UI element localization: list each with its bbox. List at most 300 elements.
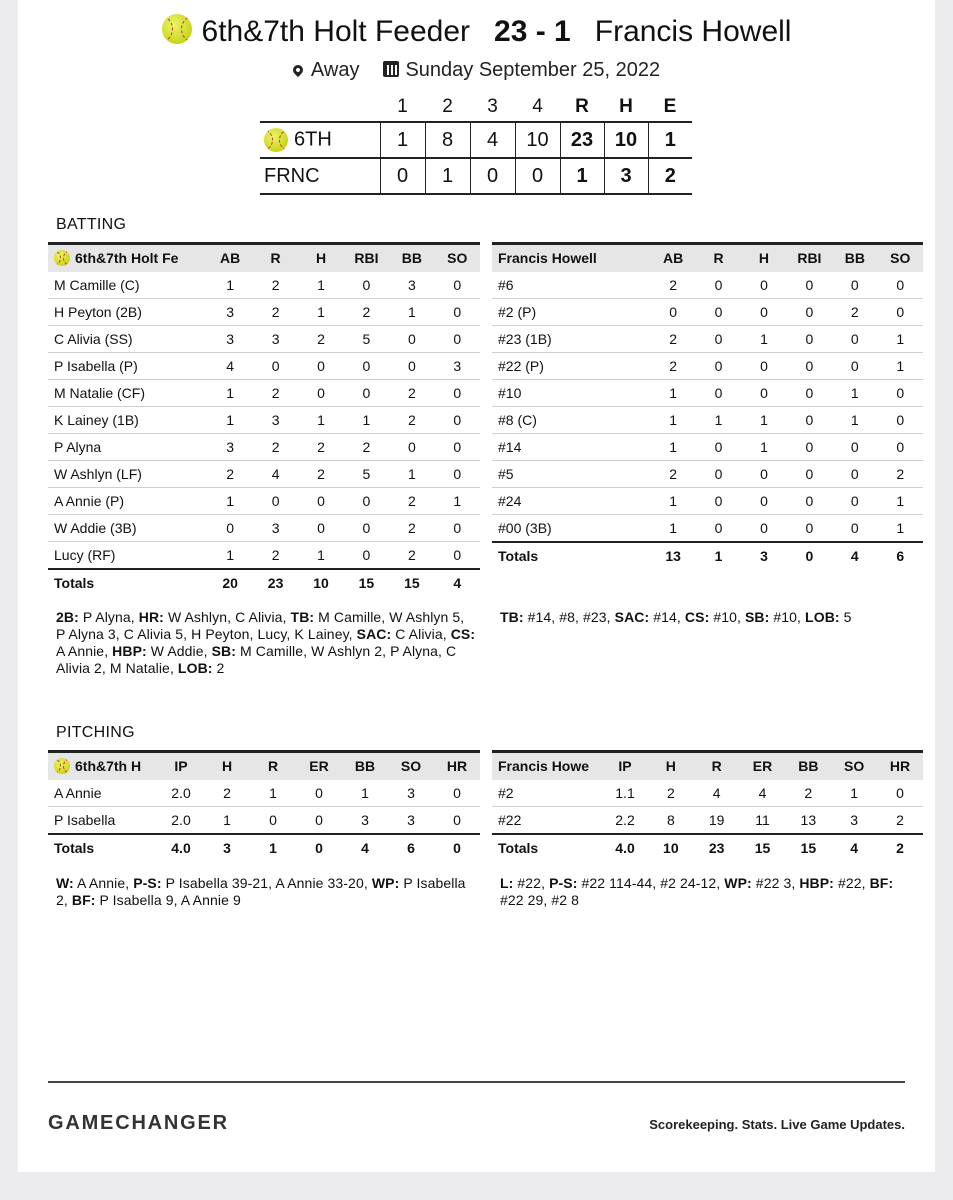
player-name: M Camille (C)	[48, 272, 207, 299]
player-name: #24	[492, 488, 650, 515]
note-value: P Isabella 2,	[56, 875, 466, 908]
stat-cell: 0	[787, 299, 832, 326]
stat-cell: 2	[650, 353, 695, 380]
stat-cell: 0	[832, 434, 877, 461]
column-header-rbi: RBI	[797, 250, 822, 267]
stat-cell: 0	[714, 519, 723, 536]
team-header	[492, 752, 602, 780]
player-name: W Addie (3B)	[48, 515, 207, 542]
note-value: #10,	[769, 609, 806, 625]
stat-cell: 1	[223, 811, 231, 828]
stat-cell: 1	[298, 407, 343, 434]
stat-cell: 0	[344, 353, 389, 380]
note-value: A Annie,	[73, 875, 134, 891]
note-value: #22,	[833, 875, 870, 891]
note-key: W:	[56, 875, 74, 891]
column-header-ab: AB	[220, 250, 241, 267]
totals-row	[48, 834, 480, 861]
totals-cell: 3	[760, 547, 768, 564]
totals-row	[48, 569, 480, 596]
player-name: M Natalie (CF)	[48, 380, 207, 407]
stat-cell: 0	[878, 434, 923, 461]
team-header-label: 6th&7th Holt Fe	[75, 250, 179, 267]
linescore-team	[260, 122, 380, 158]
totals-cell: 15	[358, 574, 375, 591]
column-header-so: SO	[447, 250, 468, 267]
stat-cell: 1	[207, 407, 252, 434]
totals-cell: 0	[453, 839, 461, 856]
player-row	[492, 326, 923, 353]
note-value: A Annie,	[56, 643, 113, 659]
stat-cell: 2	[896, 811, 904, 828]
stat-cell: 0	[344, 515, 389, 542]
stat-cell: 2	[650, 326, 695, 353]
player-row	[48, 542, 480, 569]
stat-cell: 0	[696, 461, 741, 488]
stat-cell: 2	[204, 780, 250, 807]
stat-cell: 0	[787, 434, 832, 461]
home-pitching-table	[48, 750, 480, 861]
column-header-h: H	[315, 250, 327, 267]
linescore-cell: 10	[604, 122, 648, 158]
player-name: H Peyton (2B)	[48, 299, 207, 326]
stat-cell: 1	[389, 461, 434, 488]
totals-cell: 23	[267, 574, 284, 591]
team-header	[48, 752, 158, 780]
player-row	[48, 407, 480, 434]
note-key: L:	[500, 875, 514, 891]
totals-cell: 1	[269, 839, 277, 856]
softball-icon	[54, 758, 70, 774]
home-team-name: 6th&7th Holt Feeder	[201, 15, 471, 48]
stat-cell: 0	[741, 353, 786, 380]
totals-cell: 13	[665, 547, 681, 564]
stat-cell: 0	[696, 353, 741, 380]
linescore-team-label: FRNC	[264, 164, 320, 187]
stat-cell: 3	[253, 326, 298, 353]
note-key: LOB:	[177, 660, 213, 676]
table-header-row	[492, 752, 923, 780]
stat-cell: 1	[650, 488, 695, 515]
note-value: 5	[839, 609, 852, 625]
note-value: #22,	[513, 875, 550, 891]
totals-label: Totals	[498, 547, 539, 564]
player-row	[48, 780, 480, 807]
stat-cell: 0	[787, 326, 832, 353]
stat-cell: 2	[407, 546, 416, 563]
note-value: W Ashlyn, C Alivia,	[163, 609, 291, 625]
stat-cell: 0	[832, 272, 877, 299]
stat-cell: 0	[435, 515, 480, 542]
stat-cell: 2	[344, 299, 389, 326]
stat-cell: 0	[878, 380, 923, 407]
stat-cell: 0	[453, 811, 461, 828]
stat-cell: 0	[696, 434, 741, 461]
stat-cell: 0	[344, 380, 389, 407]
note-key: TB:	[500, 609, 524, 625]
line-score-table	[260, 92, 692, 195]
totals-row	[492, 542, 923, 569]
player-name: #10	[492, 380, 650, 407]
stat-cell: 1	[832, 407, 877, 434]
game-location: Away	[310, 59, 360, 81]
stat-cell: 0	[787, 461, 832, 488]
player-name: P Isabella (P)	[48, 353, 207, 380]
linescore-cell: 2	[648, 158, 692, 194]
player-name: P Isabella	[54, 811, 116, 828]
player-row	[492, 434, 923, 461]
player-name: #14	[492, 434, 650, 461]
table-header-row	[48, 752, 480, 780]
stat-cell: 4	[694, 780, 740, 807]
stat-cell: 2	[253, 272, 298, 299]
player-row	[48, 807, 480, 834]
stat-cell: 1	[298, 299, 343, 326]
stat-cell: 0	[760, 519, 768, 536]
softball-icon	[162, 14, 192, 44]
stat-cell: 8	[666, 811, 675, 828]
note-key: SAC:	[614, 609, 650, 625]
stat-cell: 3	[253, 407, 298, 434]
player-name: #2	[492, 780, 602, 807]
note-value: #22 29, #2 8	[500, 892, 580, 908]
stat-cell: 0	[741, 380, 786, 407]
column-header-r: R	[713, 250, 724, 267]
stat-cell: 1	[896, 519, 905, 536]
footer-tagline: Scorekeeping. Stats. Live Game Updates.	[649, 1117, 905, 1132]
stat-cell: 0	[850, 519, 859, 536]
stat-cell: 2	[389, 488, 434, 515]
stat-cell: 19	[708, 811, 725, 828]
totals-cell: 10	[313, 574, 329, 591]
stat-cell: 2	[298, 434, 343, 461]
note-key: CS:	[450, 626, 476, 642]
player-row	[48, 434, 480, 461]
stat-cell: 3	[850, 811, 859, 828]
stat-cell: 2	[298, 326, 343, 353]
linescore-header-h: H	[619, 95, 633, 117]
player-row	[492, 272, 923, 299]
note-value: M Camille, W Ashlyn 5, P Alyna 3, C Alivia 5, H Peyton, Lucy, K Lainey,	[56, 609, 465, 642]
stat-cell: 1	[831, 780, 877, 807]
stat-cell: 1	[669, 519, 678, 536]
linescore-cell: 23	[560, 122, 604, 158]
linescore-cell: 0	[515, 158, 560, 194]
note-value: #22 114-44, #2 24-12,	[577, 875, 725, 891]
player-name: #23 (1B)	[492, 326, 650, 353]
stat-cell: 0	[207, 515, 252, 542]
player-row	[492, 380, 923, 407]
stat-cell: 0	[389, 434, 434, 461]
note-value: #14,	[649, 609, 685, 625]
stat-cell: 0	[253, 353, 298, 380]
note-value: C Alivia,	[391, 626, 451, 642]
pitching-section-title: PITCHING	[56, 724, 135, 741]
player-row	[492, 807, 923, 834]
player-name: #00 (3B)	[498, 519, 552, 536]
stat-cell: 0	[741, 299, 786, 326]
stat-cell: 2	[298, 461, 343, 488]
calendar-icon	[383, 61, 399, 77]
stat-cell: 0	[344, 272, 389, 299]
player-name: K Lainey (1B)	[48, 407, 207, 434]
totals-cell: 10	[663, 839, 679, 856]
column-header-h: H	[665, 758, 676, 775]
column-header-h: H	[758, 250, 770, 267]
note-key: SAC:	[356, 626, 392, 642]
stat-cell: 1.1	[602, 780, 648, 807]
stat-cell: 0	[832, 353, 877, 380]
totals-label: Totals	[54, 574, 95, 591]
stat-cell: 2	[389, 380, 434, 407]
column-header-er: ER	[309, 758, 329, 775]
totals-cell: 4	[361, 839, 369, 856]
linescore-header-r: R	[575, 95, 589, 117]
note-key: WP:	[371, 875, 400, 891]
softball-icon	[54, 250, 70, 266]
totals-cell: 0	[805, 547, 814, 564]
player-name: #22 (P)	[492, 353, 650, 380]
stat-cell: 0	[253, 488, 298, 515]
stat-cell: 2.0	[171, 811, 191, 828]
linescore-team-label: 6TH	[294, 128, 332, 151]
stat-cell: 0	[389, 353, 434, 380]
stat-cell: 0	[787, 353, 832, 380]
stat-cell: 3	[435, 353, 480, 380]
stat-cell: 1	[650, 407, 695, 434]
linescore-cell: 1	[560, 158, 604, 194]
player-row	[492, 407, 923, 434]
stat-cell: 1	[696, 407, 741, 434]
stat-cell: 5	[344, 461, 389, 488]
stat-cell: 1	[741, 326, 786, 353]
player-name: #2 (P)	[492, 299, 650, 326]
stat-cell: 0	[435, 299, 480, 326]
table-header-row	[492, 244, 923, 272]
stat-cell: 0	[650, 299, 695, 326]
column-header-r: R	[267, 758, 279, 775]
stat-cell: 1	[207, 380, 252, 407]
stat-cell: 2	[650, 272, 695, 299]
stat-cell: 0	[877, 780, 923, 807]
totals-label: Totals	[54, 839, 95, 856]
player-row	[48, 461, 480, 488]
team-header-label: 6th&7th H	[75, 758, 142, 775]
note-key: BF:	[71, 892, 96, 908]
linescore-header-e: E	[663, 95, 677, 117]
column-header-h: H	[221, 758, 233, 775]
batting-section-title: BATTING	[56, 216, 127, 233]
note-key: SB:	[211, 643, 237, 659]
linescore-cell: 4	[470, 122, 515, 158]
totals-cell: 0	[315, 839, 323, 856]
linescore-cell: 1	[648, 122, 692, 158]
game-title	[18, 14, 935, 49]
linescore-cell: 0	[470, 158, 515, 194]
note-value: W Addie,	[146, 643, 212, 659]
totals-cell: 15	[800, 839, 817, 856]
stat-cell: 1	[342, 780, 388, 807]
note-key: TB:	[290, 609, 315, 625]
player-row	[492, 353, 923, 380]
stat-cell: 0	[787, 272, 832, 299]
totals-cell: 23	[708, 839, 725, 856]
stat-cell: 4	[207, 353, 252, 380]
gamechanger-logo: GAMECHANGER	[48, 1112, 229, 1134]
column-header-r: R	[270, 250, 281, 267]
table-header-row	[48, 244, 480, 272]
player-name: Lucy (RF)	[54, 546, 116, 563]
player-row	[48, 515, 480, 542]
stat-cell: 0	[741, 461, 786, 488]
player-row	[48, 353, 480, 380]
note-value: #22 3,	[751, 875, 800, 891]
stat-cell: 1	[741, 434, 786, 461]
totals-cell: 6	[407, 839, 415, 856]
stat-cell: 2	[878, 461, 923, 488]
column-header-ip: IP	[618, 758, 632, 775]
stat-cell: 0	[434, 780, 480, 807]
totals-row	[492, 834, 923, 861]
note-key: WP:	[724, 875, 752, 891]
stat-cell: 3	[407, 811, 415, 828]
player-name: A Annie	[48, 780, 158, 807]
note-key: HBP:	[799, 875, 834, 891]
softball-icon	[264, 128, 288, 152]
stat-cell: 2	[648, 780, 694, 807]
stat-cell: 1	[878, 353, 923, 380]
stat-cell: 0	[696, 380, 741, 407]
stat-cell: 2	[253, 299, 298, 326]
linescore-header-2: 2	[442, 95, 453, 117]
player-name: W Ashlyn (LF)	[48, 461, 207, 488]
player-row	[492, 515, 923, 542]
note-key: HR:	[138, 609, 164, 625]
note-key: 2B:	[56, 609, 79, 625]
column-header-bb: BB	[798, 758, 819, 775]
column-header-so: SO	[844, 758, 865, 775]
totals-cell: 4.0	[171, 839, 191, 856]
column-header-ip: IP	[174, 758, 188, 775]
totals-cell: 6	[896, 547, 905, 564]
totals-cell: 3	[223, 839, 231, 856]
stat-cell: 3	[207, 299, 252, 326]
stat-cell: 0	[696, 326, 741, 353]
stat-cell: 1	[207, 272, 252, 299]
stat-cell: 0	[741, 488, 786, 515]
stat-cell: 11	[755, 811, 770, 828]
stat-cell: 2	[832, 299, 877, 326]
team-header-label: Francis Howell	[498, 250, 597, 267]
stat-cell: 2	[271, 546, 280, 563]
stat-cell: 0	[435, 461, 480, 488]
stat-cell: 1	[317, 546, 325, 563]
player-row	[48, 380, 480, 407]
game-date: Sunday September 25, 2022	[405, 59, 661, 81]
stat-cell: 0	[298, 380, 343, 407]
team-header-label: Francis Howe	[498, 758, 590, 775]
player-name: #8 (C)	[492, 407, 650, 434]
player-name: #5	[492, 461, 650, 488]
note-key: SB:	[744, 609, 770, 625]
stat-cell: 0	[787, 380, 832, 407]
stat-cell: 2.0	[158, 780, 204, 807]
home-pitching-notes	[56, 875, 476, 909]
note-key: P-S:	[549, 875, 578, 891]
player-row	[492, 461, 923, 488]
column-header-rbi: RBI	[354, 250, 379, 267]
totals-cell: 4.0	[615, 839, 635, 856]
linescore-header-3: 3	[487, 95, 498, 117]
team-header	[48, 244, 207, 272]
linescore-cell: 3	[604, 158, 648, 194]
stat-cell: 1	[650, 434, 695, 461]
linescore-cell: 1	[425, 158, 470, 194]
column-header-r: R	[711, 758, 722, 775]
stat-cell: 0	[435, 407, 480, 434]
totals-cell: 4	[453, 574, 462, 591]
note-value: P Alyna,	[78, 609, 139, 625]
totals-cell: 15	[754, 839, 771, 856]
totals-cell: 15	[404, 574, 420, 591]
stat-cell: 1	[832, 380, 877, 407]
note-key: LOB:	[805, 609, 840, 625]
note-value: #14, #8, #23,	[523, 609, 615, 625]
stat-cell: 0	[362, 546, 371, 563]
stat-cell: 3	[207, 326, 252, 353]
stat-cell: 1	[389, 299, 434, 326]
column-header-so: SO	[890, 250, 911, 267]
column-header-ab: AB	[663, 250, 684, 267]
away-batting-table	[492, 242, 923, 569]
stat-cell: 0	[453, 546, 462, 563]
player-name: P Alyna	[48, 434, 207, 461]
stat-cell: 0	[878, 407, 923, 434]
note-value: P Isabella 9, A Annie 9	[95, 892, 241, 908]
stat-cell: 1	[344, 407, 389, 434]
location-pin-icon	[291, 63, 305, 77]
away-pitching-notes	[500, 875, 920, 909]
column-header-hr: HR	[889, 758, 911, 775]
stat-cell: 4	[740, 780, 786, 807]
stat-cell: 5	[344, 326, 389, 353]
stat-cell: 0	[296, 780, 342, 807]
column-header-bb: BB	[401, 250, 422, 267]
stat-cell: 2	[650, 461, 695, 488]
away-pitching-table	[492, 750, 923, 861]
totals-cell: 2	[896, 839, 904, 856]
column-header-so: SO	[400, 758, 422, 775]
stat-cell: 1	[226, 546, 235, 563]
totals-cell: 4	[850, 839, 859, 856]
stat-cell: 0	[315, 811, 323, 828]
stat-cell: 3	[389, 272, 434, 299]
linescore-cell: 1	[380, 122, 425, 158]
note-value: 2	[212, 660, 225, 676]
stat-cell: 1	[878, 488, 923, 515]
linescore-cell: 0	[380, 158, 425, 194]
stat-cell: 0	[435, 380, 480, 407]
stat-cell: 1	[435, 488, 480, 515]
column-header-bb: BB	[844, 250, 865, 267]
stat-cell: 0	[832, 488, 877, 515]
stat-cell: 1	[207, 488, 252, 515]
player-name: A Annie (P)	[48, 488, 207, 515]
player-row	[492, 488, 923, 515]
player-row	[492, 299, 923, 326]
totals-cell: 1	[714, 547, 723, 564]
stat-cell: 0	[435, 434, 480, 461]
